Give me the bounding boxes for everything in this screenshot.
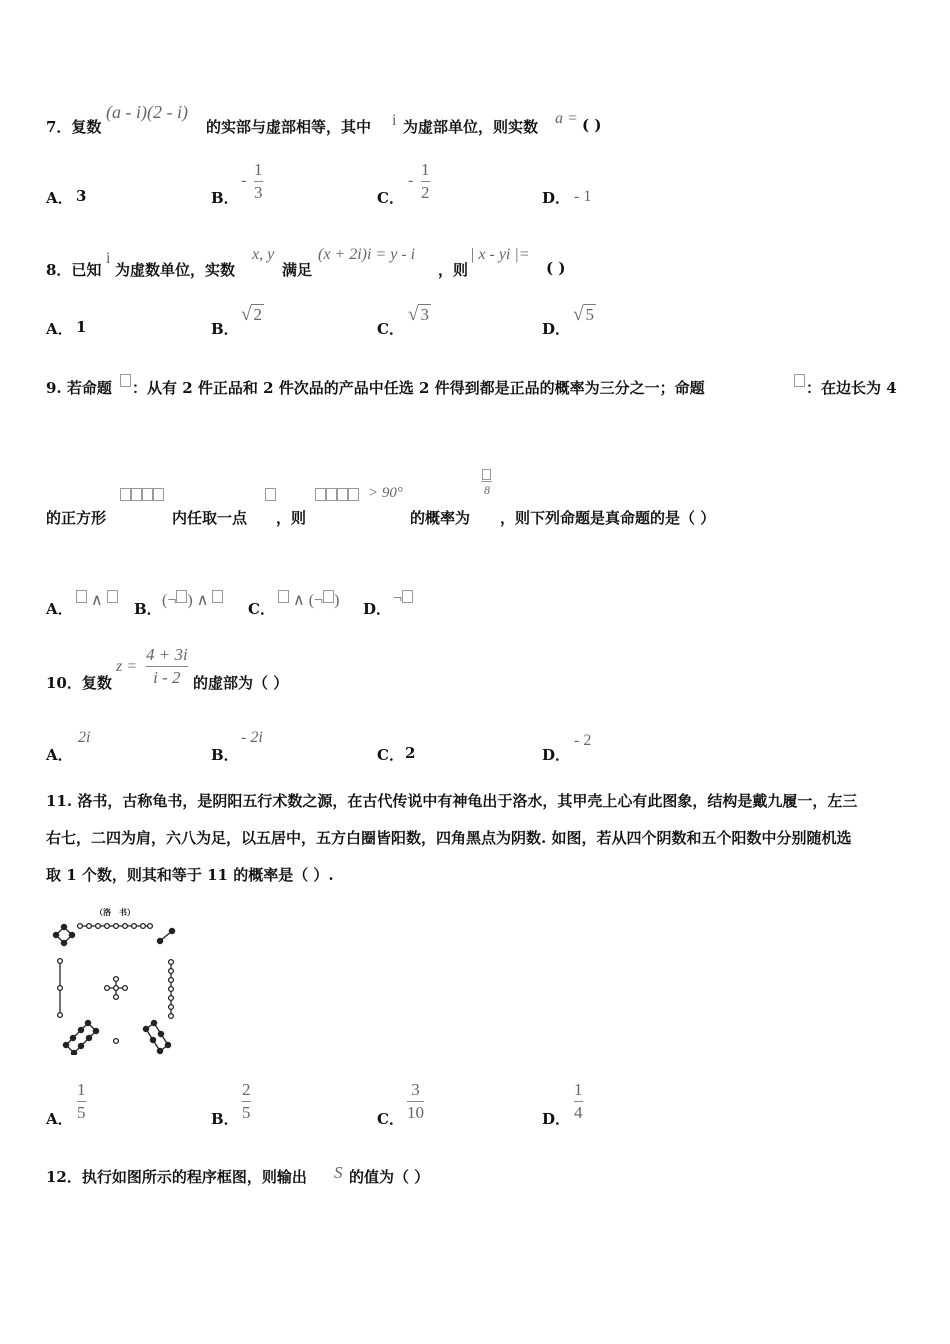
q8-option-d-label: D． <box>542 320 571 338</box>
q11-option-b-fraction <box>242 1080 251 1123</box>
q9-angle: > 90° <box>368 485 403 501</box>
q10-option-a-value: 2i <box>78 729 91 746</box>
q10-tail: 的虚部为（ ） <box>193 674 289 692</box>
q7-expression: (a - i)(2 - i) <box>106 102 188 122</box>
q8-option-c-radicand: 3 <box>420 305 429 324</box>
q10-denominator: i - 2 <box>153 668 181 687</box>
q9-angle-placeholder <box>315 488 359 506</box>
q9-option-d-label: D． <box>363 600 392 618</box>
q8-number: 8．已知 <box>46 261 102 279</box>
q9-proposition-q-box <box>794 374 805 387</box>
q9-option-a-expr: ∧ <box>76 590 118 610</box>
q8-option-d-sqrt: √ 5 <box>573 304 594 325</box>
q11-option-b-numerator: 2 <box>242 1080 251 1099</box>
luoshu-figure <box>50 905 185 1055</box>
q8-i: i <box>106 250 111 267</box>
luoshu-title: （洛 书） <box>95 907 135 917</box>
q11-option-d-label: D． <box>542 1110 571 1128</box>
q9-text-l2c: ，则 <box>276 509 307 527</box>
q11-option-b-denominator: 5 <box>242 1103 251 1122</box>
q8-xy: x, y <box>252 246 275 263</box>
q12-text1: 12．执行如图所示的程序框图，则输出 <box>46 1168 307 1186</box>
q9-option-c-expr: ∧ (¬ ) <box>278 590 339 610</box>
q8-option-c-sqrt: √ 3 <box>408 304 429 325</box>
q10-number: 10．复数 <box>46 674 112 692</box>
q8-option-d-radicand: 5 <box>585 305 594 324</box>
q11-option-b-label: B． <box>211 1110 239 1128</box>
q7-option-b-denominator: 3 <box>254 183 263 202</box>
q7-a-eq: a = <box>555 110 578 127</box>
luoshu-diagram <box>50 905 185 1055</box>
q7-option-c-label: C． <box>377 189 404 207</box>
q7-i: i <box>392 112 397 129</box>
q7-option-b-sign: - <box>241 172 247 189</box>
q8-option-b-sqrt: √ 2 <box>241 304 262 325</box>
q10-z: z = <box>116 658 138 675</box>
q7-option-c-sign: - <box>408 172 414 189</box>
q9-text-l2d: 的概率为 <box>410 509 471 527</box>
q9-option-a-label: A． <box>46 600 73 618</box>
q11-option-c-fraction <box>407 1080 424 1123</box>
q7-option-a-label: A． <box>46 189 73 207</box>
q9-frac-bar <box>481 481 492 482</box>
q8-text3: ，则 <box>438 261 469 279</box>
q9-text-a: 9. 若命题 <box>46 379 112 397</box>
q11-option-d-denominator: 4 <box>574 1103 583 1122</box>
q8-text2: 满足 <box>282 261 313 279</box>
q11-option-d-numerator: 1 <box>574 1080 583 1099</box>
q7-option-c-fraction <box>421 160 430 203</box>
q9-frac-num-box <box>482 469 491 480</box>
q8-paren: ( ) <box>546 259 566 277</box>
q7-paren: ( ) <box>582 116 602 134</box>
q10-numerator: 4 + 3i <box>146 645 188 664</box>
q10-fraction <box>146 645 188 688</box>
q10-option-c-value: 2 <box>405 744 416 762</box>
q7-option-b-label: B． <box>211 189 239 207</box>
q11-option-a-denominator: 5 <box>77 1103 86 1122</box>
q9-text-l2b: 内任取一点 <box>172 509 248 527</box>
q7-option-b-numerator: 1 <box>254 160 263 179</box>
q8-text1: 为虚数单位，实数 <box>115 261 236 279</box>
q11-option-d-fraction <box>574 1080 583 1123</box>
q11-option-c-label: C． <box>377 1110 404 1128</box>
q11-option-a-label: A． <box>46 1110 73 1128</box>
q9-point-placeholder <box>265 488 276 501</box>
q11-option-c-denominator: 10 <box>407 1103 424 1122</box>
q11-option-a-fraction <box>77 1080 86 1123</box>
q9-frac-den: 8 <box>484 483 490 497</box>
q8-option-a-value: 1 <box>76 318 87 336</box>
q8-equation: (x + 2i)i = y - i <box>318 246 416 263</box>
q7-option-b-fraction <box>254 160 263 203</box>
q11-line-3: 取 1 个数，则其和等于 11 的概率是（ ）. <box>46 866 334 884</box>
q9-text-l2e: ，则下列命题是真命题的是（ ） <box>500 509 716 527</box>
q10-option-a-label: A． <box>46 746 73 764</box>
q9-option-b-label: B． <box>134 600 162 618</box>
q7-option-a-value: 3 <box>76 187 87 205</box>
q10-option-c-label: C． <box>377 746 404 764</box>
q7-option-d-value: - 1 <box>574 188 592 205</box>
q12-S: S <box>334 1163 343 1182</box>
q7-number: 7．复数 <box>46 118 102 136</box>
q8-option-b-label: B． <box>211 320 239 338</box>
q9-text-l2a: 的正方形 <box>46 509 107 527</box>
q8-option-a-label: A． <box>46 320 73 338</box>
q11-line-2: 右七，二四为肩，六八为足，以五居中，五方白圈皆阳数，四角黑点为阴数. 如图，若从四个阴数和五个阳数中分别随机选 <box>46 829 852 847</box>
q10-option-b-label: B． <box>211 746 239 764</box>
q8-option-b-radicand: 2 <box>253 305 262 324</box>
q10-option-b-value: - 2i <box>241 729 263 746</box>
q9-option-d-expr: ¬ <box>393 590 413 608</box>
q12-text2: 的值为（ ） <box>349 1168 430 1186</box>
q8-abs: | x - yi |= <box>470 246 530 263</box>
q7-option-d-label: D． <box>542 189 571 207</box>
q7-option-c-numerator: 1 <box>421 160 430 179</box>
q11-option-c-numerator: 3 <box>411 1080 420 1099</box>
q11-line-1: 11. 洛书，古称龟书，是阴阳五行术数之源，在古代传说中有神龟出于洛水，其甲壳上心有此图象，结构是戴九履一，左三 <box>46 792 858 810</box>
q9-square-placeholder <box>120 488 164 506</box>
q9-proposition-p-box <box>120 374 131 387</box>
q9-option-b-expr: (¬ ) ∧ <box>162 590 223 610</box>
q7-text-mid: 的实部与虚部相等，其中 <box>206 118 372 136</box>
q7-option-c-denominator: 2 <box>421 183 430 202</box>
q9-option-c-label: C． <box>248 600 275 618</box>
q11-option-a-numerator: 1 <box>77 1080 86 1099</box>
q8-option-c-label: C． <box>377 320 404 338</box>
q10-option-d-value: - 2 <box>574 732 592 749</box>
q7-text-mid2: 为虚部单位，则实数 <box>403 118 539 136</box>
q9-text-c: ：在边长为 4 <box>806 379 897 397</box>
q10-option-d-label: D． <box>542 746 571 764</box>
q9-text-b: ：从有 2 件正品和 2 件次品的产品中任选 2 件得到都是正品的概率为三分之一；命题 <box>132 379 705 397</box>
